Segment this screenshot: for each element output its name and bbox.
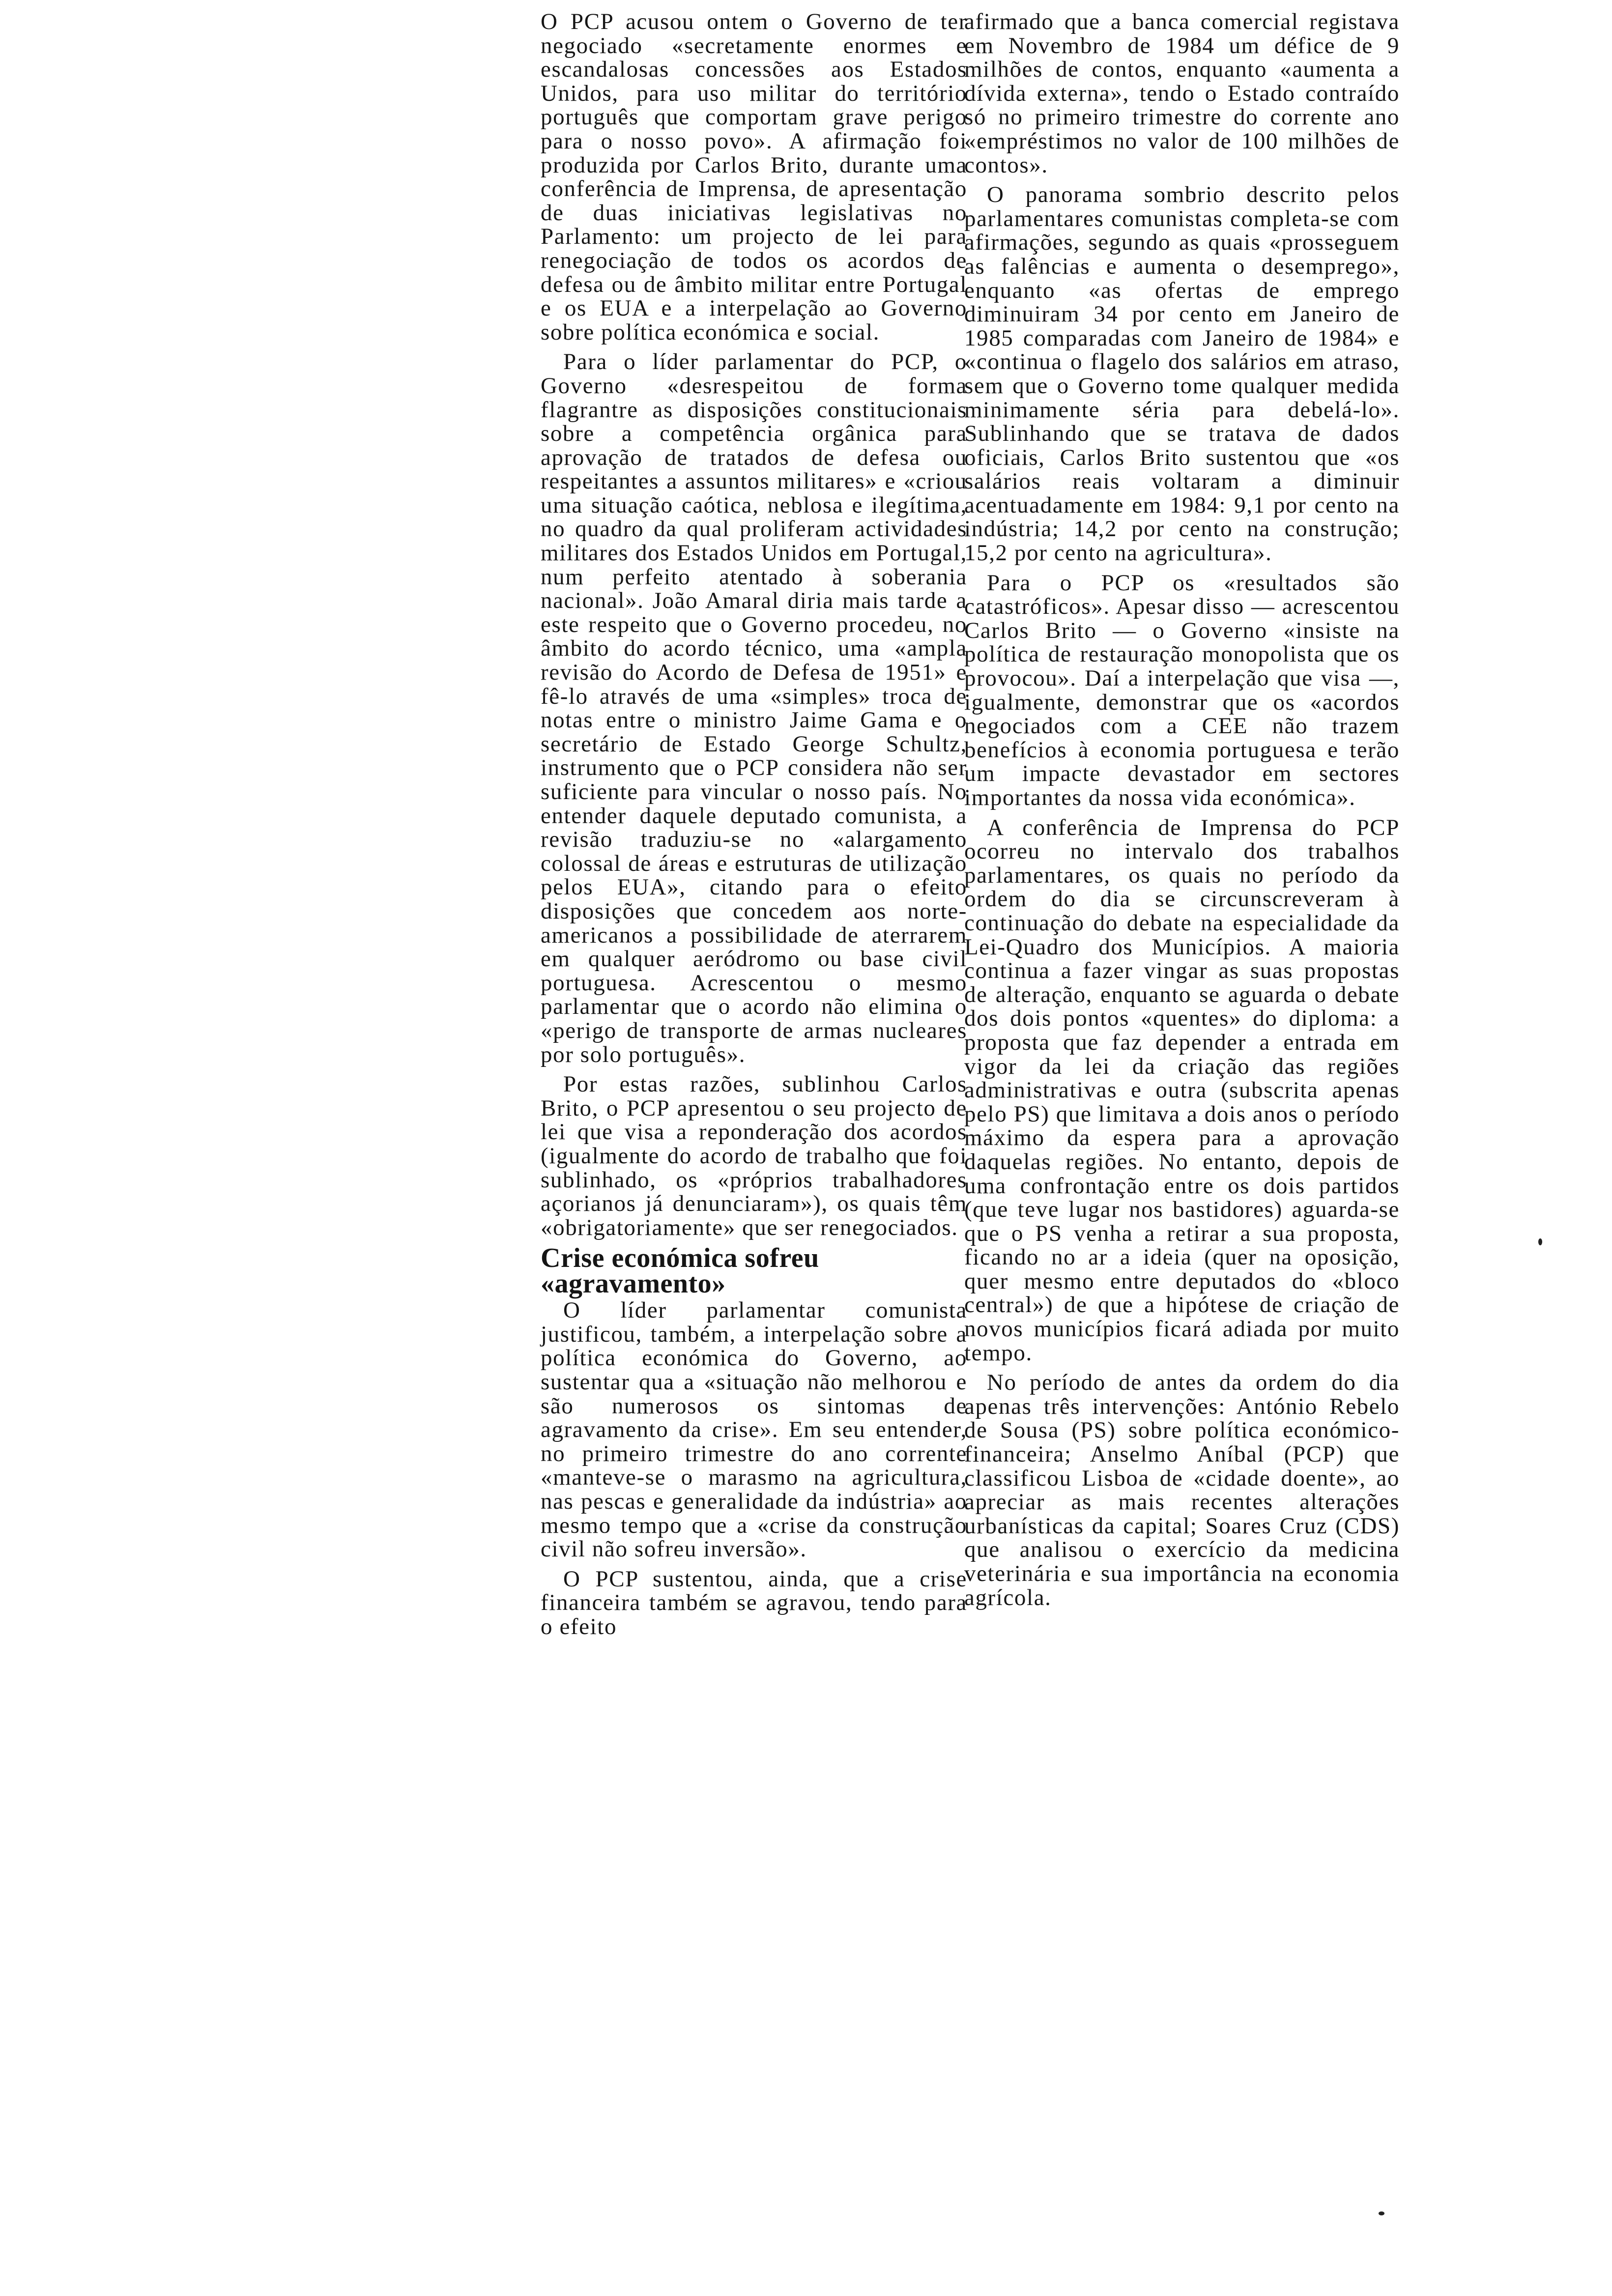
paragraph: O PCP acusou ontem o Governo de ter negociado «secretamente enormes e escandalosas concessões aos Estados Unidos, para uso militar do território português que comportam grave perigo para o nosso povo». A afirmação foi produzida por Carlos Brito, durante uma conferência de Imprensa, de apresentação de duas iniciativas legislativas no Parlamento: um projecto de lei para renegociação de todos os acordos de defesa ou de âmbito militar entre Portugal e os EUA e a interpelação ao Governo sobre política económica e social. [541, 9, 967, 345]
scan-speck [1379, 2211, 1384, 2215]
paragraph: Para o líder parlamentar do PCP, o Governo «desrespeitou de forma flagrantre as disposições constitucionais sobre a competência orgânica para aprovação de tratados de defesa ou respeitantes a assuntos militares» e «criou uma situação caótica, neblosa e ilegítima, no quadro da qual proliferam actividades militares dos Estados Unidos em Portugal, num perfeito atentado à soberania nacional». João Amaral diria mais tarde a este respeito que o Governo procedeu, no âmbito do acordo técnico, uma «ampla revisão do Acordo de Defesa de 1951» e fê-lo através de uma «simples» troca de notas entre o ministro Jaime Gama e o secretário de Estado George Schultz, instrumento que o PCP considera não ser suficiente para vincular o nosso país. No entender daquele deputado comunista, a revisão traduziu-se no «alargamento colossal de áreas e estruturas de utilização pelos EUA», citando para o efeito disposições que concedem aos norte-americanos a possibilidade de aterrarem em qualquer aeródromo ou base civil portuguesa. Acrescentou o mesmo parlamentar que o acordo não elimina o «perigo de transporte de armas nucleares por solo português». [541, 349, 967, 1067]
paragraph: afirmado que a banca comercial registava em Novembro de 1984 um défice de 9 milhões de contos, enquanto «aumenta a dívida externa», tendo o Estado contraído só no primeiro trimestre do corrente ano «empréstimos no valor de 100 milhões de contos». [964, 9, 1400, 178]
paragraph: A conferência de Imprensa do PCP ocorreu no intervalo dos trabalhos parlamentares, os quais no período da ordem do dia se circunscreveram à continuação do debate na especialidade da Lei-Quadro dos Municípios. A maioria continua a fazer vingar as suas propostas de alteração, enquanto se aguarda o debate dos dois pontos «quentes» do diploma: a proposta que faz depender a entrada em vigor da lei da criação das regiões administrativas e outra (subscrita apenas pelo PS) que limitava a dois anos o período máximo da espera para a aprovação daquelas regiões. No entanto, depois de uma confrontação entre os dois partidos (que teve lugar nos bastidores) aguarda-se que o PS venha a retirar a sua proposta, ficando no ar a ideia (quer na oposição, quer mesmo entre deputados do «bloco central») de que a hipótese de criação de novos municípios ficará adiada por muito tempo. [964, 814, 1400, 1366]
article-column-1 [541, 10, 967, 1645]
paragraph: O líder parlamentar comunista justificou, também, a interpelação sobre a política económica do Governo, ao sustentar qua a «situação não melhorou e são numerosos os sintomas de agravamento da crise». Em seu entender, no primeiro trimestre do ano corrente «manteve-se o marasmo na agricultura, nas pescas e generalidade da indústria» ao mesmo tempo que a «crise da construção civil não sofreu inversão». [541, 1297, 967, 1562]
paragraph: Por estas razões, sublinhou Carlos Brito, o PCP apresentou o seu projecto de lei que visa a reponderação dos acordos (igualmente do acordo de trabalho que foi sublinhado, os «próprios trabalhadores açorianos já denunciaram»), os quais têm «obrigatoriamente» que ser renegociados. [541, 1071, 967, 1240]
paragraph: No período de antes da ordem do dia apenas três intervenções: António Rebelo de Sousa (PS) sobre política económico-financeira; Anselmo Aníbal (PCP) que classificou Lisboa de «cidade doente», ao apreciar as mais recentes alterações urbanísticas da capital; Soares Cruz (CDS) que analisou o exercício da medicina veterinária e sua importância na economia agrícola. [964, 1370, 1400, 1610]
article-column-2 [964, 10, 1400, 1615]
paragraph: O PCP sustentou, ainda, que a crise financeira também se agravou, tendo para o efeito [541, 1566, 967, 1639]
section-heading: Crise económica sofreu «agravamento» [541, 1243, 819, 1299]
paragraph: O panorama sombrio descrito pelos parlamentares comunistas completa-se com afirmações, segundo as quais «prosseguem as falências e aumenta o desemprego», enquanto «as ofertas de emprego diminuiram 34 por cento em Janeiro de 1985 comparadas com Janeiro de 1984» e «continua o flagelo dos salários em atraso, sem que o Governo tome qualquer medida minimamente séria para debelá-lo». Sublinhando que se tratava de dados oficiais, Carlos Brito sustentou que «os salários reais voltaram a diminuir acentuadamente em 1984: 9,1 por cento na indústria; 14,2 por cento na construção; 15,2 por cento na agricultura». [964, 182, 1400, 566]
scan-speck [1538, 1238, 1542, 1245]
paragraph: Para o PCP os «resultados são catastróficos». Apesar disso — acrescentou Carlos Brito — o Governo «insiste na política de restauração monopolista que os provocou». Daí a interpelação que visa —, igualmente, demonstrar que os «acordos negociados com a CEE não trazem benefícios à economia portuguesa e terão um impacte devastador em sectores importantes da nossa vida económica». [964, 570, 1400, 810]
